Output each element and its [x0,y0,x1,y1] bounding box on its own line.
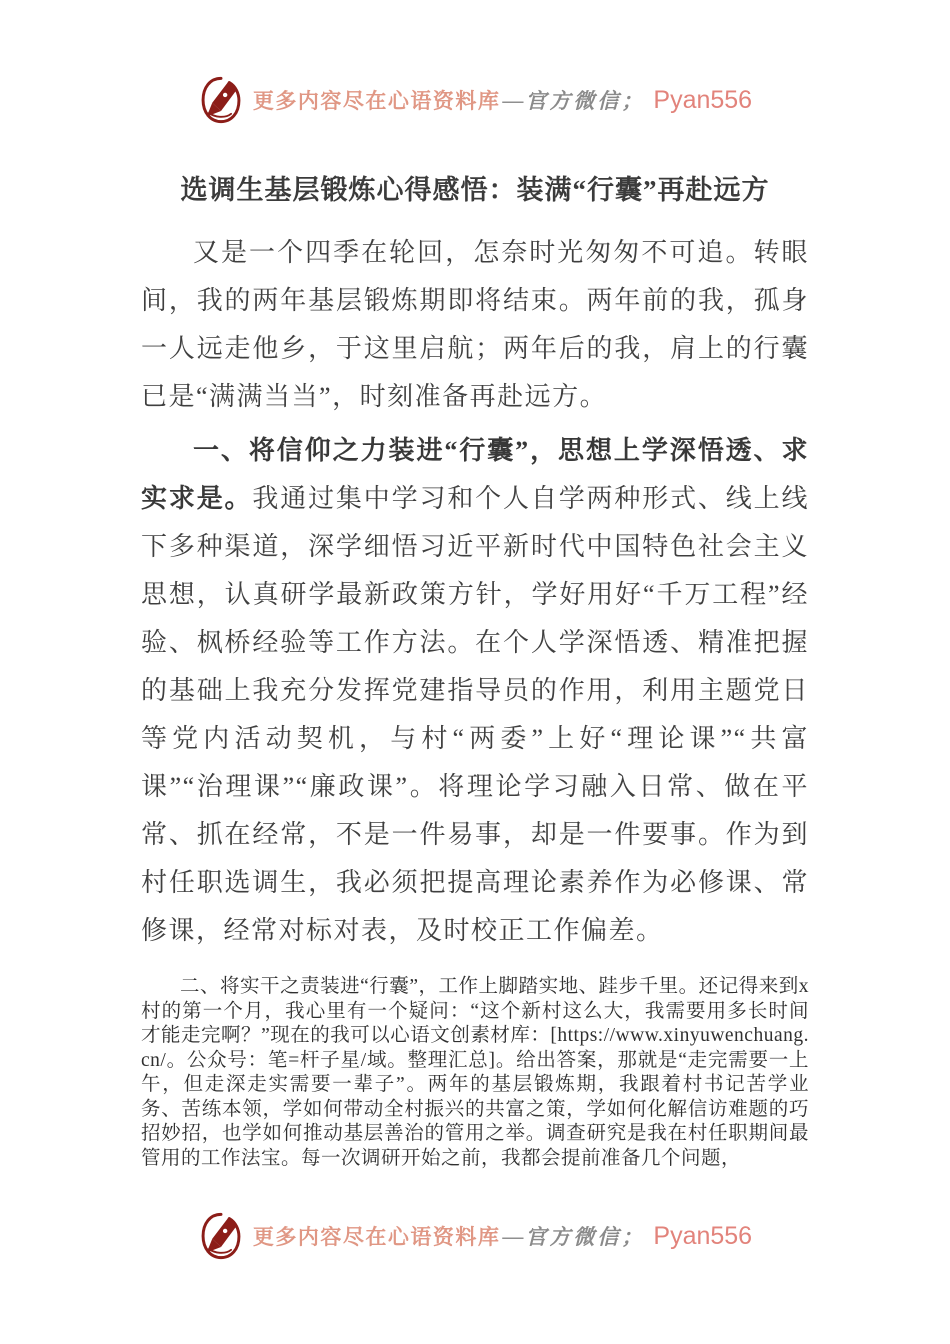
wechat-id: Pyan556 [653,1221,753,1250]
pen-circle-logo-icon [198,74,244,126]
separator-dash: — [502,1223,524,1248]
intro-paragraph: 又是一个四季在轮回，怎奈时光匆匆不可追。转眼间，我的两年基层锻炼期即将结束。两年前的我，孤身一人远走他乡，于这里启航；两年后的我，肩上的行囊已是“满满当当”，时刻准备再赴远方。 [141,238,809,411]
separator-dash: — [502,87,524,112]
header-watermark [0,74,950,126]
section-1-body: 我通过集中学习和个人自学两种形式、线上线下多种渠道，深学细悟习近平新时代中国特色社会主义思想，认真研学最新政策方针，学好用好“千万工程”经验、枫桥经验等工作方法。在个人学深悟透、精准把握的基础上我充分发挥党建指导员的作用，利用主题党日等党内活动契机，与村“两委”上好“理论课”“共富课”“治理课”“廉政课”。将理论学习融入日常、做在平常、抓在经常，不是一件易事，却是一件要事。作为到村任职选调生，我必须把提高理论素养作为必修课、常修课，经常对标对表，及时校正工作偏差。 [141,484,809,945]
section-1-paragraph [141,427,809,955]
section-2-paragraph: 二、将实干之责装进“行囊”，工作上脚踏实地、跬步千里。还记得来到x村的第一个月，我心里有一个疑问：“这个新村这么大，我需要用多长时间才能走完啊？”现在的我可以心语文创素材库：[https://www.xinyuwenchuang.cn/。公众号：笔=杆子星/域。整理汇总]。给出答案，那就是“走完需要一上午，但走深走实需要一辈子”。两年的基层锻炼期，我跟着村书记苦学业务、苦练本领，学如何带动全村振兴的共富之策，学如何化解信访难题的巧招妙招，也学如何推动基层善治的管用之举。调查研究是我在村任职期间最管用的工作法宝。每一次调研开始之前，我都会提前准备几个问题， [141,976,809,1169]
wechat-label: 官方微信； [525,89,646,113]
document-body [141,229,809,1171]
wechat-id: Pyan556 [653,85,753,114]
pen-circle-logo-icon [198,1210,244,1262]
brand-text: 更多内容尽在心语资料库 [252,89,501,113]
wechat-label: 官方微信； [525,1225,646,1249]
brand-text: 更多内容尽在心语资料库 [252,1225,501,1249]
document-title: 选调生基层锻炼心得感悟：装满“行囊”再赴远方 [180,175,770,205]
footer-watermark [0,1210,950,1262]
section-1-heading: 一、将信仰之力装进“行囊”，思想上学深悟透、求实求是。 [141,436,809,513]
